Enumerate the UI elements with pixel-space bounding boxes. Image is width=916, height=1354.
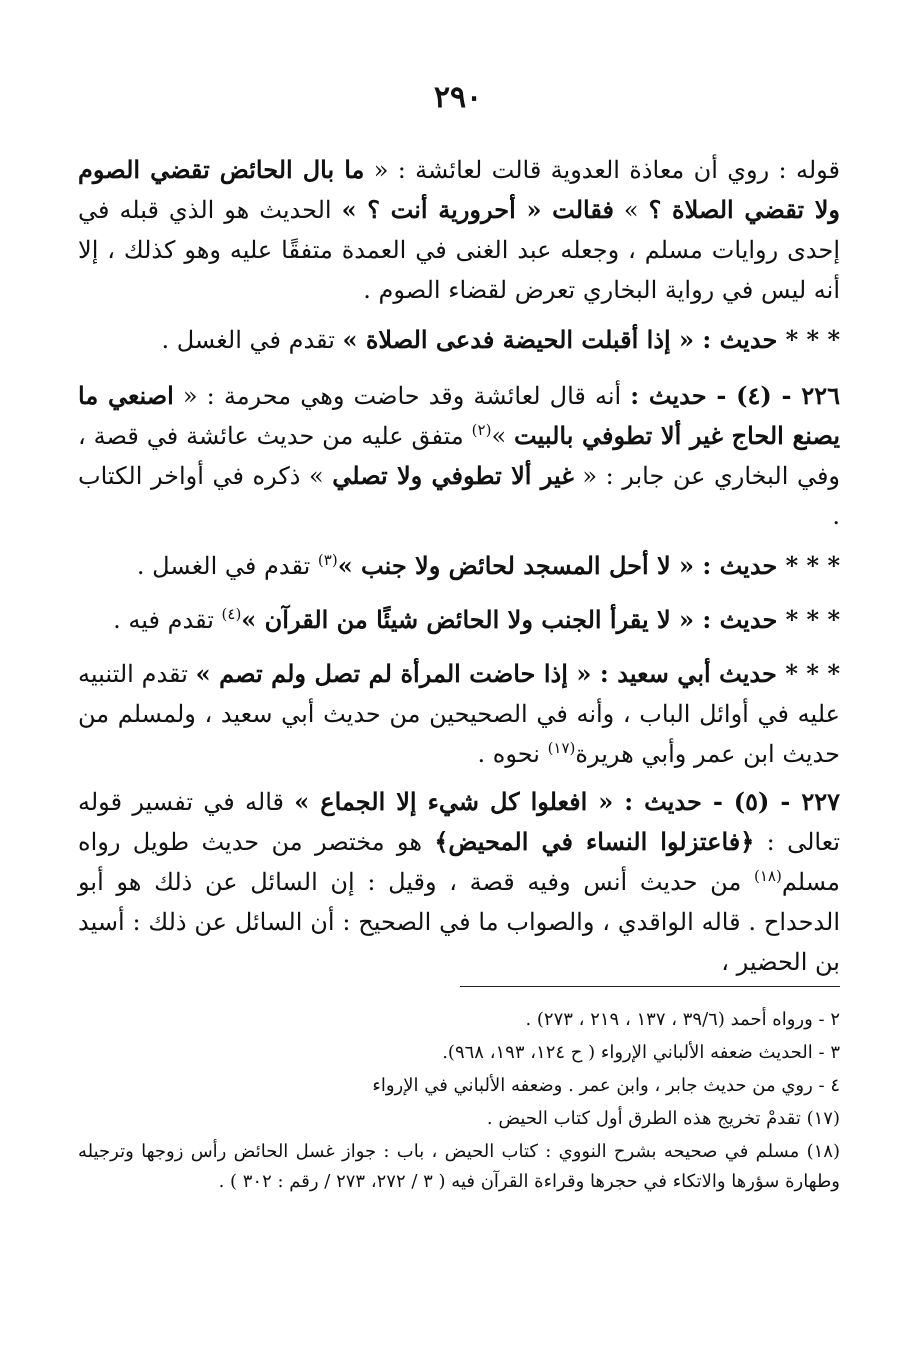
bold-text: * * * حديث أبي سعيد : « إذا حاضت المرأة لم تصل ولم تصم » xyxy=(195,659,841,688)
footnotes xyxy=(78,1005,840,1233)
text-run: من حديث أنس وفيه قصة ، وقيل : إن السائل عن ذلك هو أبو الدحداح . قاله الواقدي ، والصواب ما في الصحيح : أن السائل عن ذلك : أسيد بن الحضير ، xyxy=(78,868,840,976)
footnote-ref: (٣) xyxy=(317,551,338,569)
paragraph xyxy=(78,320,840,376)
bold-text: ٢٢٧ - (٥) - حديث : « افعلوا كل شيء إلا الجماع » xyxy=(294,787,840,816)
footnote-ref: (١٨) xyxy=(753,867,782,885)
bold-text: اصنعي ما يصنع الحاج غير ألا تطوفي بالبيت xyxy=(78,381,840,450)
bold-text: * * * حديث : « لا يقرأ الجنب ولا الحائض شيئًا من القرآن » xyxy=(241,605,840,634)
text-run: » xyxy=(613,196,649,224)
paragraph xyxy=(78,546,840,600)
footnote-ref: (٢) xyxy=(471,421,492,439)
text-run: تقدم في الغسل . xyxy=(161,326,343,354)
paragraph xyxy=(78,150,840,320)
bold-text: فقالت « أحرورية أنت ؟ » xyxy=(341,195,614,224)
footnote: (١٧) تقدمْ تخريج هذه الطرق أول كتاب الحيض . xyxy=(486,1108,840,1129)
bold-text: ما بال الحائض تقضي الصوم ولا تقضي الصلاة ؟ xyxy=(78,155,840,224)
paragraph xyxy=(78,600,840,654)
text-run: نحوه . xyxy=(477,740,548,768)
bold-text: غير ألا تطوفي ولا تصلي xyxy=(332,461,574,490)
bold-text: * * * حديث : « إذا أقبلت الحيضة فدعى الصلاة » xyxy=(342,325,840,354)
text-run: هو مختصر من حديث طويل رواه مسلم xyxy=(78,828,840,896)
text-run: تقدم فيه . xyxy=(113,606,222,634)
paragraph xyxy=(78,376,840,546)
text-run: تقدم في الغسل . xyxy=(136,552,318,580)
bold-text: ﴿فاعتزلوا النساء في المحيض﴾ xyxy=(434,827,755,856)
paragraph xyxy=(78,654,840,782)
text-run: الحديث هو الذي قبله في إحدى روايات مسلم ، وجعله عبد الغنى في العمدة متفقًا عليه وهو كذلك ، إلا أنه ليس في رواية البخاري تعرض لقضاء الصوم . xyxy=(78,196,840,304)
text-run: أنه قال لعائشة وقد حاضت وهي محرمة : « xyxy=(173,382,631,410)
text-run: » ذكره في أواخر الكتاب . xyxy=(78,462,840,530)
page-number: ٢٩٠ xyxy=(433,80,483,115)
footnote-ref: (٤) xyxy=(221,605,242,623)
text-run: تقدم التنبيه عليه في أوائل الباب ، وأنه في الصحيحين من حديث أبي سعيد ، ولمسلم من حديث ابن عمر وأبي هريرة xyxy=(78,660,840,768)
footnote: (١٨) مسلم في صحيحه بشرح النووي : كتاب الحيض ، باب : جواز غسل الحائض رأس زوجها وترجيله وطهارة سؤرها والاتكاء في حجرها وقراءة القرآن فيه ( ٣ / ٢٧٢، ٢٧٣ / رقم : ٣٠٢ ) . xyxy=(78,1141,840,1192)
text-run: » xyxy=(491,422,515,450)
footnote: ٢ - ورواه أحمد (٣٩/٦ ، ١٣٧ ، ٢١٩ ، ٢٧٣) . xyxy=(525,1009,840,1030)
text-run: قاله في تفسير قوله تعالى : xyxy=(78,788,841,856)
footnote-ref: (١٧) xyxy=(547,739,576,757)
text-run: متفق عليه من حديث عائشة في قصة ، وفي البخاري عن جابر : « xyxy=(78,422,841,490)
main-text xyxy=(78,150,841,976)
text-run: قوله : روي أن معاذة العدوية قالت لعائشة : « xyxy=(364,156,840,184)
bold-text: * * * حديث : « لا أحل المسجد لحائض ولا جنب » xyxy=(337,551,840,580)
paragraph xyxy=(78,782,841,976)
footnote: ٤ - روي من حديث جابر ، وابن عمر . وضعفه الألباني في الإرواء xyxy=(372,1075,840,1096)
footnote-divider xyxy=(460,986,840,987)
footnote: ٣ - الحديث ضعفه الألباني الإرواء ( ح ١٢٤، ١٩٣، ٩٦٨). xyxy=(442,1042,840,1063)
bold-text: ٢٢٦ - (٤) - حديث : xyxy=(630,381,840,410)
